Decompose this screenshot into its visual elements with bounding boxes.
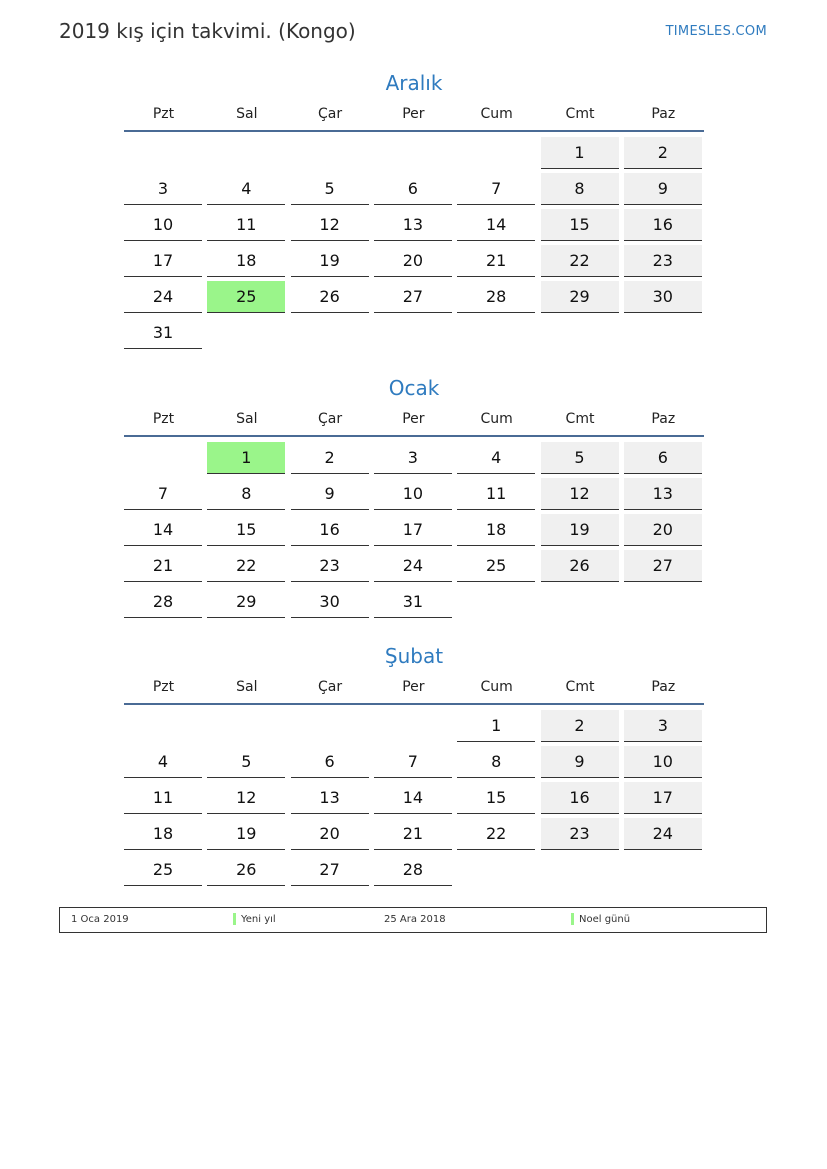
day-cell: 14 [457, 209, 535, 241]
day-cell: 5 [541, 442, 619, 474]
day-cell: 14 [374, 782, 452, 814]
day-cell: 22 [457, 818, 535, 850]
weekday-label: Sal [236, 679, 258, 695]
weekday-label: Paz [651, 679, 676, 695]
legend-holiday-name: Yeni yıl [241, 914, 276, 925]
month-name: Aralık [385, 71, 443, 95]
day-cell: 8 [457, 746, 535, 778]
day-cell: 23 [541, 818, 619, 850]
day-cell: 15 [457, 782, 535, 814]
day-cell: 27 [291, 854, 369, 886]
day-cell: 13 [624, 478, 702, 510]
day-cell: 10 [124, 209, 202, 241]
day-cell: 17 [374, 514, 452, 546]
weekday-label: Cum [480, 679, 513, 695]
month-name: Ocak [388, 376, 440, 400]
holiday-legend [59, 907, 767, 933]
day-cell: 19 [541, 514, 619, 546]
day-cell: 26 [207, 854, 285, 886]
day-cell: 28 [124, 586, 202, 618]
day-cell: 13 [291, 782, 369, 814]
weekday-label: Çar [318, 106, 343, 122]
day-cell: 12 [291, 209, 369, 241]
weekday-label: Çar [318, 679, 343, 695]
day-cell: 6 [624, 442, 702, 474]
day-cell: 1 [541, 137, 619, 169]
weekday-label: Per [402, 679, 425, 695]
weekday-label: Cmt [565, 411, 595, 427]
day-cell: 21 [374, 818, 452, 850]
day-cell: 22 [207, 550, 285, 582]
weekday-label: Cum [480, 106, 513, 122]
day-cell: 1 [457, 710, 535, 742]
day-cell: 29 [207, 586, 285, 618]
legend-holiday-name: Noel günü [579, 914, 631, 925]
weekday-label: Çar [318, 411, 343, 427]
day-cell: 19 [207, 818, 285, 850]
day-cell: 3 [374, 442, 452, 474]
day-cell: 28 [374, 854, 452, 886]
day-cell: 7 [374, 746, 452, 778]
day-cell: 2 [541, 710, 619, 742]
day-cell: 7 [457, 173, 535, 205]
day-cell: 20 [624, 514, 702, 546]
day-cell: 10 [624, 746, 702, 778]
weekday-label: Pzt [152, 679, 175, 695]
weekday-label: Per [402, 106, 425, 122]
holiday-swatch [571, 913, 574, 925]
weekday-header [124, 98, 704, 132]
day-cell: 9 [541, 746, 619, 778]
day-cell: 28 [457, 281, 535, 313]
day-cell: 4 [207, 173, 285, 205]
day-cell: 6 [291, 746, 369, 778]
month-calendar [124, 641, 704, 879]
day-cell: 22 [541, 245, 619, 277]
day-cell: 27 [624, 550, 702, 582]
weekday-header [124, 671, 704, 705]
site-link[interactable]: TIMESLES.COM [665, 24, 767, 39]
day-cell: 29 [541, 281, 619, 313]
day-cell: 3 [124, 173, 202, 205]
day-cell: 2 [624, 137, 702, 169]
weekday-label: Cmt [565, 679, 595, 695]
weekday-label: Cum [480, 411, 513, 427]
weekday-label: Pzt [152, 411, 175, 427]
day-cell: 9 [291, 478, 369, 510]
day-cell: 18 [457, 514, 535, 546]
day-cell: 4 [457, 442, 535, 474]
day-cell: 24 [124, 281, 202, 313]
day-cell: 18 [124, 818, 202, 850]
weekday-label: Paz [651, 411, 676, 427]
month-calendar [124, 68, 704, 342]
day-cell: 18 [207, 245, 285, 277]
day-cell: 16 [541, 782, 619, 814]
day-cell: 2 [291, 442, 369, 474]
holiday-cell: 25 [207, 281, 285, 313]
weekday-label: Paz [651, 106, 676, 122]
day-cell: 17 [124, 245, 202, 277]
day-cell: 24 [624, 818, 702, 850]
day-cell: 10 [374, 478, 452, 510]
day-cell: 31 [124, 317, 202, 349]
day-cell: 15 [541, 209, 619, 241]
day-cell: 20 [374, 245, 452, 277]
month-calendar [124, 373, 704, 611]
day-cell: 23 [291, 550, 369, 582]
day-cell: 14 [124, 514, 202, 546]
weekday-label: Pzt [152, 106, 175, 122]
day-cell: 8 [541, 173, 619, 205]
day-cell: 8 [207, 478, 285, 510]
day-cell: 11 [207, 209, 285, 241]
day-cell: 25 [124, 854, 202, 886]
day-cell: 31 [374, 586, 452, 618]
day-cell: 4 [124, 746, 202, 778]
day-cell: 26 [541, 550, 619, 582]
weekday-label: Cmt [565, 106, 595, 122]
day-cell: 16 [624, 209, 702, 241]
day-cell: 6 [374, 173, 452, 205]
day-cell: 12 [541, 478, 619, 510]
day-cell: 9 [624, 173, 702, 205]
page-title: 2019 kış için takvimi. (Kongo) [59, 19, 356, 43]
day-cell: 16 [291, 514, 369, 546]
day-cell: 5 [291, 173, 369, 205]
day-cell: 21 [457, 245, 535, 277]
day-cell: 30 [624, 281, 702, 313]
day-cell: 23 [624, 245, 702, 277]
holiday-cell: 1 [207, 442, 285, 474]
day-cell: 11 [457, 478, 535, 510]
weekday-header [124, 403, 704, 437]
day-cell: 15 [207, 514, 285, 546]
day-cell: 26 [291, 281, 369, 313]
holiday-swatch [233, 913, 236, 925]
day-cell: 21 [124, 550, 202, 582]
day-cell: 17 [624, 782, 702, 814]
day-cell: 20 [291, 818, 369, 850]
weekday-label: Sal [236, 106, 258, 122]
day-cell: 3 [624, 710, 702, 742]
day-cell: 19 [291, 245, 369, 277]
weekday-label: Sal [236, 411, 258, 427]
day-cell: 12 [207, 782, 285, 814]
day-cell: 5 [207, 746, 285, 778]
day-cell: 30 [291, 586, 369, 618]
month-name: Şubat [384, 644, 444, 668]
day-cell: 25 [457, 550, 535, 582]
weekday-label: Per [402, 411, 425, 427]
legend-date: 25 Ara 2018 [384, 914, 446, 925]
day-cell: 24 [374, 550, 452, 582]
day-cell: 7 [124, 478, 202, 510]
day-cell: 11 [124, 782, 202, 814]
day-cell: 27 [374, 281, 452, 313]
day-cell: 13 [374, 209, 452, 241]
legend-date: 1 Oca 2019 [71, 914, 129, 925]
